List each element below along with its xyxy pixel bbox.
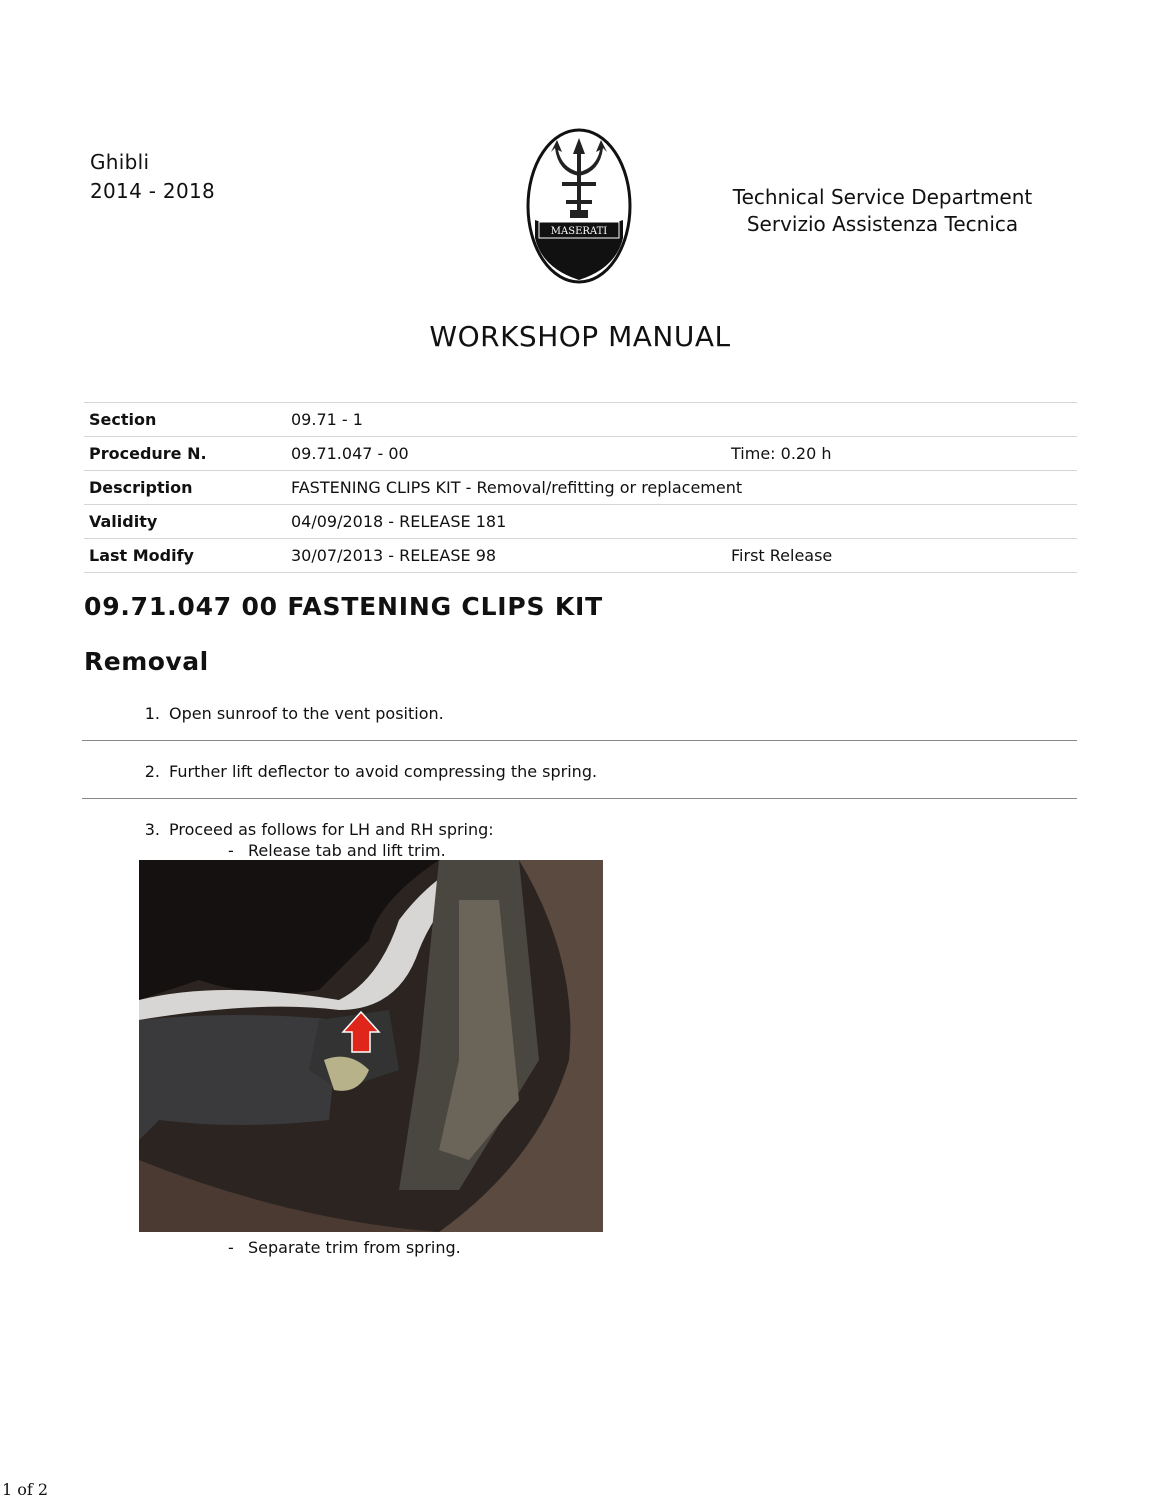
procedure-photo <box>139 860 603 1232</box>
sub-step-dash: - <box>228 1238 234 1257</box>
last-modify-note: First Release <box>726 539 1077 573</box>
list-item <box>130 762 597 781</box>
section-subheading: Removal <box>84 647 209 676</box>
sub-step-dash: - <box>228 841 234 860</box>
description-value: FASTENING CLIPS KIT - Removal/refitting or replacement <box>286 471 1077 505</box>
procedure-value: 09.71.047 - 00 <box>286 437 726 471</box>
sub-step <box>228 841 446 860</box>
page-title: WORKSHOP MANUAL <box>429 320 731 353</box>
list-item <box>130 704 444 723</box>
step-text: Open sunroof to the vent position. <box>169 704 444 723</box>
model-info <box>90 148 215 206</box>
logo-wordmark: MASERATI <box>550 226 608 237</box>
table-row <box>84 539 1077 573</box>
model-years: 2014 - 2018 <box>90 179 216 203</box>
info-table <box>84 402 1077 573</box>
sub-step <box>228 1238 461 1257</box>
department-it: Servizio Assistenza Tecnica <box>746 212 1019 236</box>
procedure-label: Procedure N. <box>84 437 286 471</box>
procedure-time: Time: 0.20 h <box>726 437 1077 471</box>
procedure-heading: 09.71.047 00 FASTENING CLIPS KIT <box>84 592 603 621</box>
step-number: 2. <box>144 762 160 781</box>
step-text: Further lift deflector to avoid compressing the spring. <box>169 762 598 781</box>
validity-value: 04/09/2018 - RELEASE 181 <box>286 505 726 539</box>
step-number: 1. <box>144 704 160 723</box>
list-item <box>130 820 494 839</box>
table-row <box>84 403 1077 437</box>
department-en: Technical Service Department <box>732 185 1033 209</box>
table-row <box>84 505 1077 539</box>
department <box>700 184 1065 238</box>
description-label: Description <box>84 471 286 505</box>
divider <box>82 740 1077 741</box>
section-extra <box>726 403 1077 437</box>
sub-step-text: Release tab and lift trim. <box>248 841 446 860</box>
section-value: 09.71 - 1 <box>286 403 726 437</box>
table-row <box>84 471 1077 505</box>
table-row <box>84 437 1077 471</box>
sub-step-text: Separate trim from spring. <box>248 1238 461 1257</box>
step-text: Proceed as follows for LH and RH spring: <box>169 820 494 839</box>
last-modify-label: Last Modify <box>84 539 286 573</box>
last-modify-value: 30/07/2013 - RELEASE 98 <box>286 539 726 573</box>
section-label: Section <box>84 403 286 437</box>
maserati-logo <box>526 128 632 284</box>
step-number: 3. <box>144 820 160 839</box>
page-number: 1 of 2 <box>2 1480 49 1499</box>
validity-extra <box>726 505 1077 539</box>
validity-label: Validity <box>84 505 286 539</box>
model-name: Ghibli <box>90 150 150 174</box>
divider <box>82 798 1077 799</box>
